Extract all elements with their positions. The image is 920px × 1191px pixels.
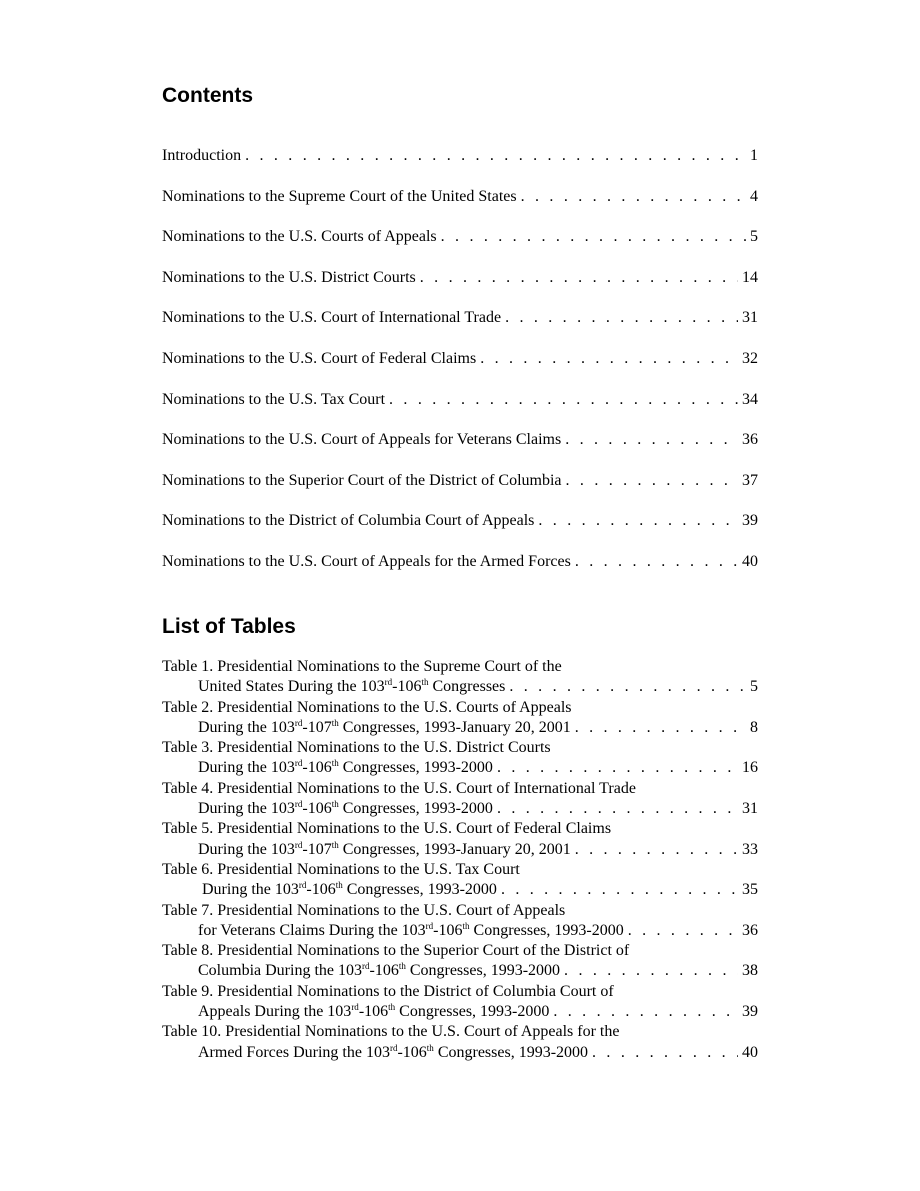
toc-entry-page: 31 <box>742 309 758 327</box>
table-entry-page: 33 <box>742 840 758 858</box>
toc-entry-label: Nominations to the U.S. District Courts <box>162 268 416 286</box>
toc-entry-label: Nominations to the Supreme Court of the United States <box>162 187 517 205</box>
table-entry[interactable] <box>162 779 758 820</box>
table-entry-subtitle: United States During the 103rd-106th Congresses <box>198 677 506 696</box>
table-entry-title: Table 3. Presidential Nominations to the U.S. District Courts <box>162 739 551 757</box>
table-entry-page: 39 <box>742 1003 758 1021</box>
dot-leader <box>538 511 738 531</box>
table-entry-title: Table 5. Presidential Nominations to the U.S. Court of Federal Claims <box>162 820 612 838</box>
table-entry-subtitle: During the 103rd-106th Congresses, 1993-2000 <box>198 758 493 777</box>
toc-entry[interactable] <box>162 511 758 552</box>
dot-leader <box>501 880 738 900</box>
table-entry-page: 5 <box>750 678 758 696</box>
dot-leader <box>565 430 738 450</box>
toc-entry-label: Nominations to the U.S. Court of Federal Claims <box>162 349 477 367</box>
table-entry-subtitle: During the 103rd-106th Congresses, 1993-2000 <box>198 880 497 899</box>
toc-entry-page: 37 <box>742 471 758 489</box>
toc-entry[interactable] <box>162 308 758 349</box>
dot-leader <box>553 1002 738 1022</box>
dot-leader <box>509 677 746 697</box>
dot-leader <box>521 187 746 207</box>
table-entry[interactable] <box>162 819 758 860</box>
table-entry-subtitle: During the 103rd-107th Congresses, 1993-January 20, 2001 <box>198 717 571 736</box>
toc-entry-page: 36 <box>742 431 758 449</box>
toc-entry-page: 1 <box>750 147 758 164</box>
toc-entry-page: 14 <box>742 268 758 286</box>
toc-entry-label: Introduction <box>162 147 242 164</box>
toc-entry-page: 5 <box>750 228 758 246</box>
table-entry-subtitle: Columbia During the 103rd-106th Congresses, 1993-2000 <box>198 961 561 980</box>
dot-leader <box>566 471 738 491</box>
toc-entry-label: Nominations to the Superior Court of the District of Columbia <box>162 471 562 489</box>
toc-entry[interactable] <box>162 227 758 268</box>
table-entry[interactable] <box>162 860 758 901</box>
toc-entry-label: Nominations to the U.S. Tax Court <box>162 390 386 408</box>
toc-entry[interactable] <box>162 552 758 593</box>
table-entry[interactable] <box>162 657 758 698</box>
table-entry-page: 36 <box>742 921 758 939</box>
toc-entry-label: Nominations to the U.S. Court of Appeals for Veterans Claims <box>162 431 562 449</box>
table-entry[interactable] <box>162 698 758 739</box>
table-entry[interactable] <box>162 1022 758 1063</box>
toc-entry-label: Nominations to the U.S. Court of Appeals for the Armed Forces <box>162 552 571 570</box>
table-entry[interactable] <box>162 982 758 1023</box>
toc-entry[interactable] <box>162 349 758 390</box>
table-entry-page: 38 <box>742 962 758 980</box>
table-entry[interactable] <box>162 941 758 982</box>
table-entry-subtitle: for Veterans Claims During the 103rd-106th Congresses, 1993-2000 <box>198 920 624 939</box>
table-entry-title: Table 8. Presidential Nominations to the Superior Court of the District of <box>162 942 630 960</box>
table-entry-title: Table 10. Presidential Nominations to the U.S. Court of Appeals for the <box>162 1023 620 1041</box>
table-entry-subtitle: Armed Forces During the 103rd-106th Congresses, 1993-2000 <box>198 1042 589 1061</box>
toc-entry[interactable] <box>162 430 758 471</box>
dot-leader <box>505 308 738 328</box>
dot-leader <box>575 840 738 860</box>
table-entry-subtitle: During the 103rd-107th Congresses, 1993-January 20, 2001 <box>198 839 571 858</box>
list-of-tables-heading: List of Tables <box>162 615 296 638</box>
dot-leader <box>420 268 738 288</box>
table-entry-title: Table 2. Presidential Nominations to the U.S. Courts of Appeals <box>162 698 572 716</box>
toc-entry-page: 4 <box>750 187 758 205</box>
toc-entry-label: Nominations to the District of Columbia Court of Appeals <box>162 512 535 530</box>
dot-leader <box>497 758 738 778</box>
toc-entry-label: Nominations to the U.S. Courts of Appeals <box>162 228 437 246</box>
dot-leader <box>628 921 738 941</box>
toc-entry[interactable] <box>162 187 758 228</box>
toc-entry-page: 32 <box>742 349 758 367</box>
dot-leader <box>441 227 746 247</box>
dot-leader <box>245 146 746 166</box>
table-entry-title: Table 4. Presidential Nominations to the U.S. Court of International Trade <box>162 779 636 797</box>
toc-entry-page: 40 <box>742 552 758 570</box>
toc-entry[interactable] <box>162 390 758 431</box>
dot-leader <box>575 718 746 738</box>
table-entry-page: 31 <box>742 800 758 818</box>
dot-leader <box>480 349 738 369</box>
table-entry[interactable] <box>162 901 758 942</box>
table-entry-title: Table 1. Presidential Nominations to the Supreme Court of the <box>162 658 562 675</box>
table-entry-page: 8 <box>750 718 758 736</box>
toc-entry-page: 34 <box>742 390 758 408</box>
toc-entry-page: 39 <box>742 512 758 530</box>
dot-leader <box>564 961 738 981</box>
table-entry-title: Table 6. Presidential Nominations to the U.S. Tax Court <box>162 860 520 878</box>
dot-leader <box>592 1043 738 1063</box>
table-entry-subtitle: Appeals During the 103rd-106th Congresses, 1993-2000 <box>198 1002 550 1021</box>
table-entry-page: 16 <box>742 759 758 777</box>
table-entry-title: Table 7. Presidential Nominations to the U.S. Court of Appeals <box>162 901 566 919</box>
toc-entry[interactable] <box>162 471 758 512</box>
table-of-contents <box>162 146 758 593</box>
table-entry-page: 35 <box>742 881 758 899</box>
table-entry-title: Table 9. Presidential Nominations to the District of Columbia Court of <box>162 982 614 1000</box>
dot-leader <box>575 552 738 572</box>
table-entry[interactable] <box>162 738 758 779</box>
table-entry-subtitle: During the 103rd-106th Congresses, 1993-2000 <box>198 799 493 818</box>
dot-leader <box>497 799 738 819</box>
toc-entry-label: Nominations to the U.S. Court of International Trade <box>162 309 502 327</box>
dot-leader <box>389 390 738 410</box>
contents-heading: Contents <box>162 84 253 107</box>
table-entry-page: 40 <box>742 1043 758 1061</box>
toc-entry[interactable] <box>162 146 758 187</box>
list-of-tables <box>162 657 758 1063</box>
toc-entry[interactable] <box>162 268 758 309</box>
